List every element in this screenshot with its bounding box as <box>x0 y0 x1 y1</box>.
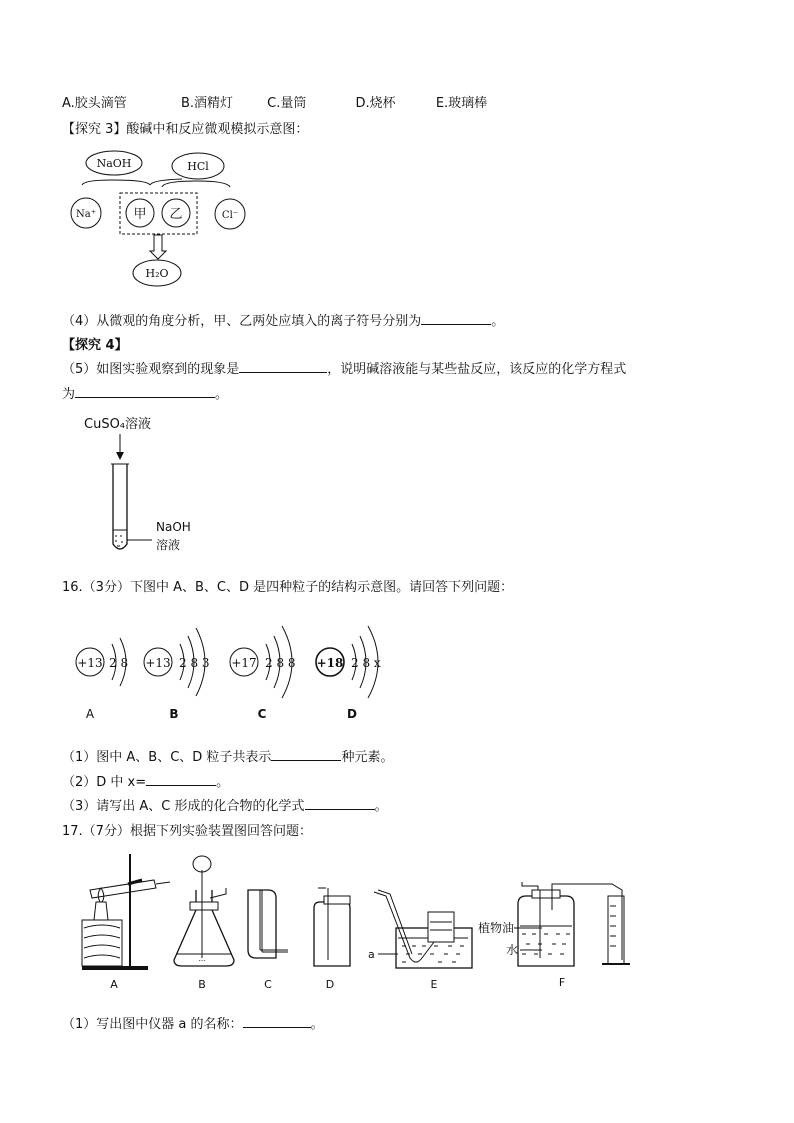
apparatus-f <box>478 882 630 989</box>
question-5-line1 <box>62 358 626 377</box>
q16-sub3 <box>62 795 388 814</box>
oil-label: 植物油 <box>478 921 515 935</box>
liquid-hatch <box>115 536 123 546</box>
particle-b <box>144 628 210 721</box>
na-label: Na⁺ <box>76 209 96 220</box>
q17-sub1-blank[interactable] <box>243 1013 311 1028</box>
particle-a-nucleus: +13 <box>77 656 103 670</box>
q16-sub1-end: 种元素。 <box>341 750 394 765</box>
particle-a-label: A <box>85 707 95 721</box>
apparatus-a-marker: a <box>368 948 375 961</box>
option-c: C.量筒 <box>267 96 307 111</box>
particle-c <box>230 626 296 721</box>
svg-text:···: ··· <box>198 957 206 965</box>
q5-equation-blank[interactable] <box>75 383 215 398</box>
question-5-line2 <box>62 383 228 402</box>
apparatus-e <box>368 890 472 991</box>
apparatus-a-label: A <box>110 978 118 991</box>
down-arrow-icon <box>150 235 166 259</box>
q17-sub1-text: （1）写出图中仪器 a 的名称： <box>62 1017 243 1032</box>
particle-c-shells: 2 8 8 <box>265 656 296 670</box>
q4-text: （4）从微观的角度分析，甲、乙两处应填入的离子符号分别为 <box>62 314 422 329</box>
q16-sub3-blank[interactable] <box>305 795 375 810</box>
q17-title: 17.（7分）根据下列实验装置图回答问题： <box>62 824 312 839</box>
apparatus-d-label: D <box>325 978 335 991</box>
jia-label: 甲 <box>133 207 147 222</box>
q16-sub1-text: （1）图中 A、B、C、D 粒子共表示 <box>62 750 272 765</box>
test-tube-diagram <box>84 412 214 562</box>
q5-text-a: （5）如图实验观察到的现象是 <box>62 362 240 377</box>
apparatus-e-label: E <box>430 978 438 991</box>
apparatus-c <box>248 890 288 991</box>
yi-label: 乙 <box>169 207 183 222</box>
particle-structures <box>62 610 422 725</box>
q5-text-b: ，说明碱溶液能与某些盐反应，该反应的化学方程式 <box>327 362 627 377</box>
h2o-label: H₂O <box>145 267 169 280</box>
q16-sub3-end: 。 <box>374 799 388 814</box>
q16-sub2-blank[interactable] <box>146 771 216 786</box>
naoh-tube-label: NaOH <box>156 520 191 534</box>
question-4 <box>62 310 504 329</box>
hcl-brace <box>162 181 230 187</box>
q4-answer-blank[interactable] <box>421 310 491 325</box>
apparatus-d <box>314 888 350 991</box>
water-label: 水 <box>506 943 519 957</box>
option-e: E.玻璃棒 <box>435 96 488 111</box>
particle-c-label: C <box>257 707 267 721</box>
q17-sub1-end: 。 <box>310 1017 324 1032</box>
q4-end: 。 <box>491 314 505 329</box>
particle-c-nucleus: +17 <box>231 656 257 670</box>
options-row <box>62 92 487 111</box>
arrow-down-icon <box>116 452 124 460</box>
particle-d-label: D <box>347 707 357 721</box>
apparatus-diagram <box>62 850 642 1000</box>
cuso4-label: CuSO₄溶液 <box>84 417 152 432</box>
explore4-heading: 【探究 4】 <box>62 338 128 353</box>
particle-a <box>76 638 128 721</box>
apparatus-b <box>174 856 234 991</box>
option-b: B.酒精灯 <box>180 96 234 111</box>
solution-label: 溶液 <box>156 538 181 552</box>
reaction-box <box>120 193 197 234</box>
naoh-label: NaOH <box>96 157 132 170</box>
particle-d-nucleus: +18 <box>316 656 344 670</box>
particle-a-shells: 2 8 <box>109 656 129 670</box>
particle-d <box>316 626 381 721</box>
option-a: A.胶头滴管 <box>62 96 127 111</box>
particle-b-label: B <box>169 707 179 721</box>
naoh-brace <box>82 179 182 185</box>
explore3-heading: 【探究 3】酸碱中和反应微观模拟示意图： <box>62 122 309 137</box>
cl-label: Cl⁻ <box>221 210 239 221</box>
q5-end: 。 <box>215 387 229 402</box>
apparatus-a <box>82 854 170 991</box>
particle-d-shells: 2 8 x <box>351 656 381 670</box>
q16-sub1 <box>62 746 393 765</box>
q16-sub2-text: （2）D 中 x= <box>62 775 147 790</box>
q16-title: 16.（3分）下图中 A、B、C、D 是四种粒子的结构示意图。请回答下列问题： <box>62 580 514 595</box>
option-d: D.烧杯 <box>355 96 396 111</box>
apparatus-f-label: F <box>558 976 566 989</box>
q5-text-c: 为 <box>62 387 76 402</box>
q5-phenomenon-blank[interactable] <box>239 358 327 373</box>
q16-sub2-end: 。 <box>216 775 230 790</box>
particle-b-nucleus: +13 <box>145 656 171 670</box>
q16-sub2 <box>62 771 229 790</box>
apparatus-b-label: B <box>198 978 206 991</box>
apparatus-c-label: C <box>264 978 272 991</box>
q17-sub1 <box>62 1013 324 1032</box>
hcl-label: HCl <box>187 160 209 173</box>
particle-b-shells: 2 8 3 <box>179 656 210 670</box>
q16-sub1-blank[interactable] <box>271 746 341 761</box>
neutralization-diagram <box>62 145 262 290</box>
q16-sub3-text: （3）请写出 A、C 形成的化合物的化学式 <box>62 799 305 814</box>
